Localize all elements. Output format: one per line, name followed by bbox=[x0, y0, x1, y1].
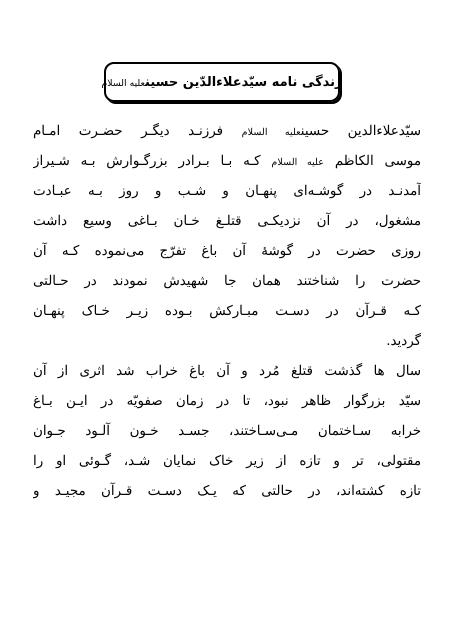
honorific-mark: عليه السلام bbox=[271, 157, 324, 168]
line-2-part-b: کـه بـا بـرادر بزرگـوارش بـه شـیراز bbox=[33, 154, 261, 169]
line-1-part-b: فرزنـد دیگـر حضـرت امـام bbox=[33, 124, 224, 139]
title-honorific: علیه السلام bbox=[101, 77, 146, 89]
text-line-9: سال ها گذشت قتلغ مُرد و آن باغ خراب شد اثری از آن bbox=[33, 364, 421, 379]
line-1-part-a: سیّدعلاءالدین حسین bbox=[300, 124, 421, 139]
text-line-8: گردید. bbox=[386, 334, 421, 349]
line-2-part-a: موسی الکاظم bbox=[334, 154, 421, 169]
page-title bbox=[101, 75, 342, 90]
text-line-12: مقتولی، تر و تازه از زیر خاک نمایان شـد، گـوئی او را bbox=[33, 454, 421, 469]
title-main: زندگی نامه سیّدعلاءالدّین حسین bbox=[145, 74, 343, 90]
text-line-7: کـه قـرآن در دسـت مبـارکش بـوده زیـر خـاک پنهـان bbox=[33, 304, 421, 319]
text-line-2 bbox=[33, 147, 421, 177]
text-line-4: مشغول، در آن نزدیکـی قتلـغ خـان بـاغی وسیع داشت bbox=[33, 214, 421, 229]
text-line-10: سیّد بزرگوار ظاهر نبود، تا در زمان صفویّه در ایـن بـاغ bbox=[33, 394, 421, 409]
text-line-3: آمدنـد در گوشـه‌ای پنهـان و شـب و روز بـه عبـادت bbox=[33, 184, 421, 199]
text-line-1 bbox=[33, 117, 421, 147]
title-box bbox=[101, 62, 343, 102]
body-text bbox=[33, 117, 421, 507]
text-line-11: خرابه سـاختمان مـی‌سـاختند، جسـد خـون آلـود جـوان bbox=[33, 424, 421, 439]
honorific-mark: عليه السلام bbox=[241, 127, 301, 138]
text-line-6: حضرت را شناختند همان جا شهیدش نمودند در حـالتی bbox=[33, 274, 421, 289]
text-line-5: روزی حضرت در گوشهٔ آن باغ تفرّج می‌نموده کـه آن bbox=[33, 244, 421, 259]
text-line-13: تازه کشته‌اند، در حالتی که یـک دسـت قـرآن مجیـد و bbox=[33, 484, 421, 499]
